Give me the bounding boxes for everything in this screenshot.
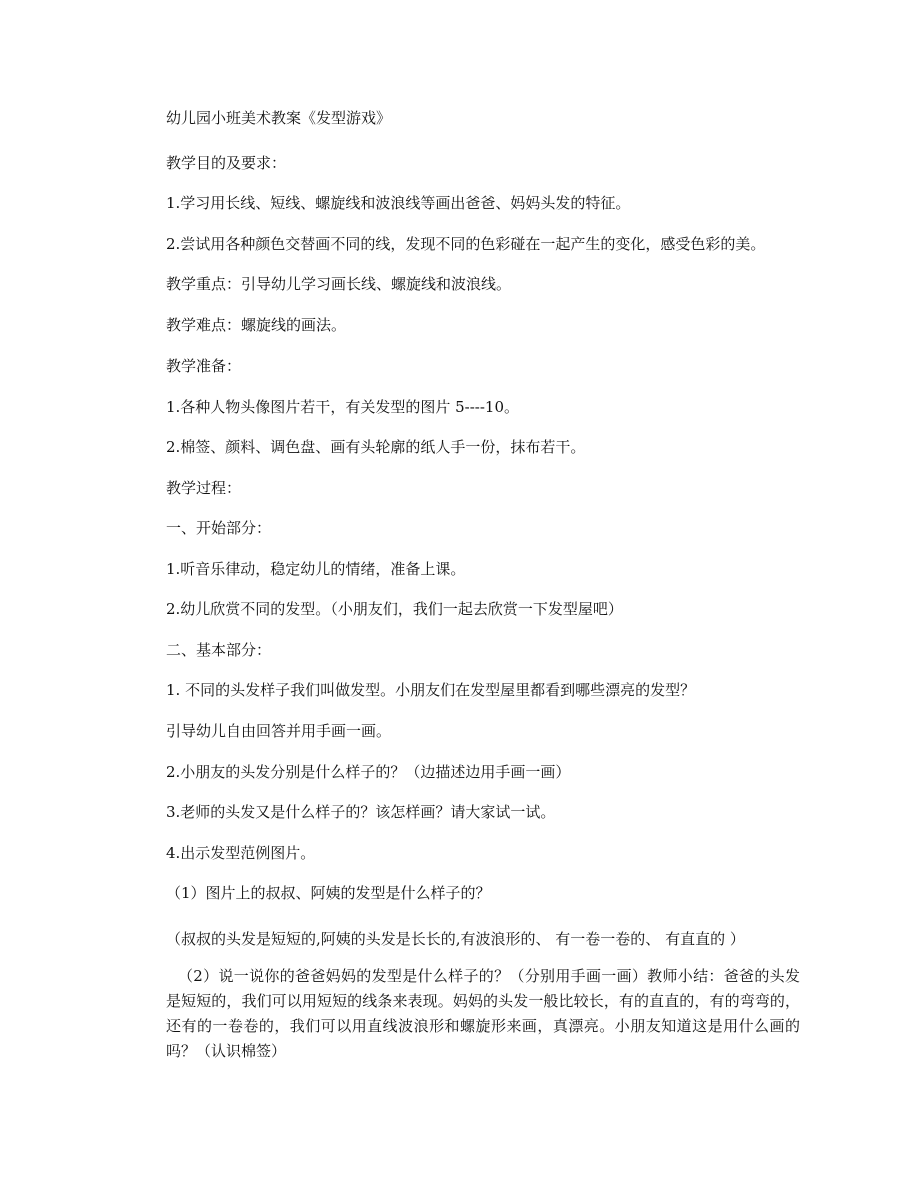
text-line: 教学难点：螺旋线的画法。 [166, 316, 347, 334]
text-line: 1.学习用长线、短线、螺旋线和波浪线等画出爸爸、妈妈头发的特征。 [166, 194, 631, 212]
text-line: 2.幼儿欣赏不同的发型。（小朋友们，我们一起去欣赏一下发型屋吧） [166, 600, 623, 618]
text-line: 一、开始部分： [166, 519, 272, 537]
text-line: 教学准备： [166, 357, 242, 375]
text-line: （1）图片上的叔叔、阿姨的发型是什么样子的？ [166, 884, 491, 902]
text-line: 3.老师的头发又是什么样子的？该怎样画？请大家试一试。 [166, 803, 556, 821]
text-line: 二、基本部分： [166, 641, 272, 659]
text-line: 教学重点：引导幼儿学习画长线、螺旋线和波浪线。 [166, 275, 512, 293]
text-line: 4.出示发型范例图片。 [166, 844, 316, 862]
text-line: 2.小朋友的头发分别是什么样子的？（边描述边用手画一画） [166, 763, 571, 781]
text-line: 教学过程： [166, 479, 242, 497]
document-title: 幼儿园小班美术教案《发型游戏》 [166, 109, 392, 127]
text-line: 1.各种人物头像图片若干，有关发型的图片 5----10。 [166, 398, 519, 416]
final-paragraph: （2）说一说你的爸爸妈妈的发型是什么样子的？（分别用手画一画）教师小结：爸爸的头发是短短的，我们可以用短短的线条来表现。妈妈的头发一般比较长，有的直直的，有的弯弯的，还有的一卷卷的，我们可以用直线波浪形和螺旋形来画，真漂亮。小朋友知道这是用什么画的吗？（认识棉签） [166, 967, 800, 1060]
text-line: 1.听音乐律动，稳定幼儿的情绪，准备上课。 [166, 560, 466, 578]
text-line: 教学目的及要求： [166, 154, 287, 172]
text-line: 2.棉签、颜料、调色盘、画有头轮廓的纸人手一份，抹布若干。 [166, 438, 586, 456]
text-line: （叔叔的头发是短短的,阿姨的头发是长长的,有波浪形的、 有一卷一卷的、 有直直的 ） [166, 930, 745, 948]
text-line: 1. 不同的头发样子我们叫做发型。小朋友们在发型屋里都看到哪些漂亮的发型？ [166, 681, 696, 699]
text-line: 2.尝试用各种颜色交替画不同的线，发现不同的色彩碰在一起产生的变化，感受色彩的美。 [166, 235, 766, 253]
text-line: 引导幼儿自由回答并用手画一画。 [166, 722, 392, 740]
